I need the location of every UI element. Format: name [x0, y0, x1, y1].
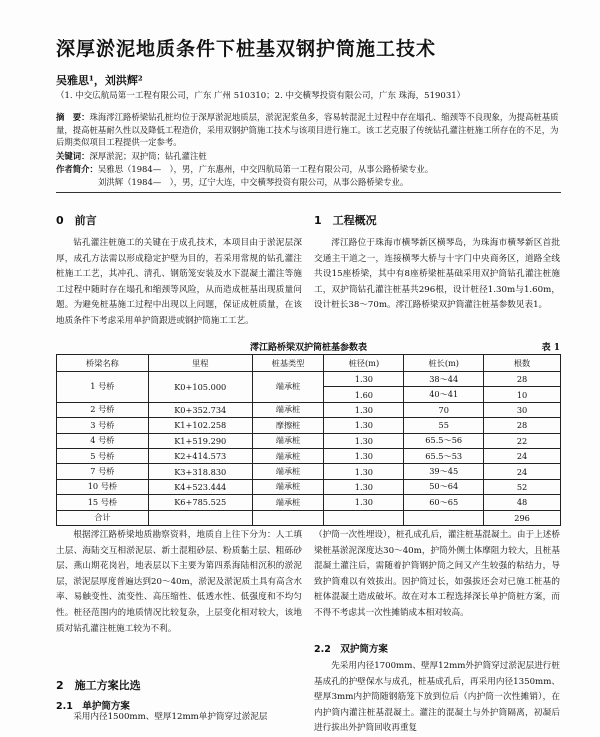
mileage-cell: [148, 510, 252, 525]
length-cell: 40～41: [404, 387, 484, 402]
mileage-cell: K1+102.258: [148, 418, 252, 433]
diameter-cell: 1.30: [324, 479, 404, 494]
length-cell: [404, 510, 484, 525]
table-header-cell: 桩长(m): [404, 355, 484, 372]
count-cell: 48: [484, 495, 561, 510]
mileage-cell: K1+519.290: [148, 433, 252, 448]
bridge-name-cell: 4 号桥: [57, 433, 149, 448]
bridge-name-cell: 5 号桥: [57, 448, 149, 463]
section-0-paragraph: 钻孔灌注桩施工的关键在于成孔技术，本项目由于淤泥层深厚，成孔方法需以形成稳定护壁为目的，若采用常规的钻孔灌注桩施工工艺，其冲孔、清孔、钢筋笼安装及水下混凝土灌注等施工过程中随时存在塌孔和缩颈等风险，从而造成桩基出现质量问题。为避免桩基施工过程中出现以上问题，保证成桩质量，在该地质条件下考虑采用单护筒跟进或钢护筒施工工艺。: [56, 238, 302, 326]
table-row: [57, 433, 561, 448]
table-header-cell: 桩径(m): [324, 355, 404, 372]
diameter-cell: 1.30: [324, 433, 404, 448]
diameter-cell: 1.30: [324, 495, 404, 510]
section-2-heading: 2 施工方案比选: [56, 679, 141, 692]
table-total-row: [57, 510, 561, 525]
total-count-cell: 296: [484, 510, 561, 525]
pile-type-cell: 摩擦桩: [252, 418, 324, 433]
mileage-cell: K4+523.444: [148, 479, 252, 494]
bridge-name-cell: 3 号桥: [57, 418, 149, 433]
count-cell: 24: [484, 464, 561, 479]
keywords-label: 关键词：: [56, 151, 90, 161]
diameter-cell: 1.60: [324, 387, 404, 402]
pile-type-cell: 端承桩: [252, 372, 324, 403]
table-header-cell: 桥梁名称: [57, 355, 149, 372]
abstract-text: 珠海澪江路桥梁钻孔桩均位于深厚淤泥地质层，淤泥泥浆鱼多，容易转混泥土过程中存在塌孔、缩颈等不良现象，为提高桩基质量，提高桩基耐久性以及降低工程造价，采用双钢护筒施工技术与该项目进行施工。该工艺克服了传统钻孔灌注桩施工所存在的不足，为后期类似项目工程提供一定参考。: [56, 112, 559, 148]
table-caption: 澪江路桥梁双护筒桩基参数表: [249, 343, 367, 353]
table-label: 表 1: [541, 343, 560, 353]
section-2-1-paragraph: 采用内径1500mm、壁厚12mm单护筒穿过淤泥层: [73, 712, 268, 722]
bridge-name-cell: 10 号桥: [57, 479, 149, 494]
geology-paragraph: 根据澪江路桥梁地质勘察资料，地质自上往下分为：人工填土层、海陆交互相淤泥层、新土混粗砂层、粉质黏土层、粗砾砂层、燕山期花岗岩，地表层以下主要为第四系海陆相沉积的淤泥层，淤泥层厚度普遍达到20～40m，淤泥及淤泥质土具有高含水率、易触变性、流变性、高压缩性、低透水性、低强度和不均匀性。桩径范围内的地质情况比较复杂，上层变化相对较大，该地质对钻孔灌注桩施工较为不利。: [56, 530, 302, 634]
table-header-row: [57, 355, 561, 372]
abstract: [56, 111, 561, 149]
pile-type-cell: 端承桩: [252, 402, 324, 417]
diameter-cell: 1.30: [324, 418, 404, 433]
bio-label: 作者简介：: [56, 164, 98, 174]
diameter-cell: 1.30: [324, 464, 404, 479]
mileage-cell: K3+318.830: [148, 464, 252, 479]
bridge-name-cell: 7 号桥: [57, 464, 149, 479]
diameter-cell: 1.30: [324, 372, 404, 387]
length-cell: 50～64: [404, 479, 484, 494]
paper-authors: 吴雅思¹，刘洪辉²: [56, 74, 143, 87]
keywords: [56, 150, 207, 162]
count-cell: 22: [484, 433, 561, 448]
section-2-1-heading: 2.1 单护筒方案: [56, 701, 130, 712]
mileage-cell: K0+352.734: [148, 402, 252, 417]
pile-type-cell: 端承桩: [252, 448, 324, 463]
mileage-cell: K0+105.000: [148, 372, 252, 403]
table-row: [57, 418, 561, 433]
pile-type-cell: 端承桩: [252, 464, 324, 479]
bridge-name-cell: 1 号桥: [57, 372, 149, 403]
table-row: [57, 448, 561, 463]
pile-type-cell: 端承桩: [252, 479, 324, 494]
pile-parameter-table: [56, 354, 561, 526]
bridge-name-cell: 15 号桥: [57, 495, 149, 510]
diameter-cell: [324, 510, 404, 525]
header-divider: [56, 192, 561, 193]
count-cell: 10: [484, 387, 561, 402]
diameter-cell: 1.30: [324, 448, 404, 463]
length-cell: 70: [404, 402, 484, 417]
bio-1-text: 吴雅思（1984— ），男，广东惠州，中交四航局第一工程有限公司，从事公路桥梁专业。: [97, 164, 434, 174]
pile-type-cell: 端承桩: [252, 495, 324, 510]
section-1-paragraph: 澪江路位于珠海市横琴新区横琴岛，为珠海市横琴新区首批交通主干道之一，连接横琴大桥与十字门中央商务区，道路全线共设15座桥梁，其中有8座桥梁桩基础采用双护筒钻孔灌注桩施工，双护筒钻孔灌注桩基共296根，设计桩径1.30m与1.60m，设计桩长38～70m。澪江路桥梁双护筒灌注桩基参数见表1。: [314, 238, 560, 311]
diameter-cell: 1.30: [324, 402, 404, 417]
length-cell: 55: [404, 418, 484, 433]
section-2-2-heading: 2.2 双护筒方案: [314, 644, 388, 655]
table-header-cell: 桩基类型: [252, 355, 324, 372]
table-header-cell: 根数: [484, 355, 561, 372]
keywords-text: 深厚淤泥；双护筒；钻孔灌注桩: [89, 151, 207, 161]
author-bio-2: 刘洪辉（1984— ），男，辽宁大连，中交横琴投资有限公司，从事公路桥梁专业。: [98, 177, 409, 187]
table-row: [57, 495, 561, 510]
table-row: [57, 372, 561, 387]
pile-type-cell: [252, 510, 324, 525]
table-row: [57, 479, 561, 494]
count-cell: 24: [484, 448, 561, 463]
abstract-label: 摘 要：: [56, 112, 90, 122]
author-bio-1: [56, 163, 433, 175]
length-cell: 65.5～56: [404, 433, 484, 448]
count-cell: 28: [484, 418, 561, 433]
length-cell: 38～44: [404, 372, 484, 387]
paper-title: 深厚淤泥地质条件下桩基双钢护筒施工技术: [56, 38, 437, 60]
length-cell: 39～45: [404, 464, 484, 479]
table-row: [57, 464, 561, 479]
count-cell: 28: [484, 372, 561, 387]
pile-type-cell: 端承桩: [252, 433, 324, 448]
table-row: [57, 402, 561, 417]
section-2-2-paragraph: 先采用内径1700mm、壁厚12mm外护筒穿过淤泥层进行桩基成孔的护壁保水与成孔，桩基成孔后，再采用内径1350mm、壁厚3mm内护筒随钢筋笼下放到位后（内护筒一次性摊销），在内护筒内灌注桩基混凝土。灌注的混凝土与外护筒隔离，初凝后进行拔出外护筒回收再重复: [314, 661, 560, 734]
length-cell: 60～65: [404, 495, 484, 510]
paper-affiliations: （1. 中交広航局第一工程有限公司，广东 广州 510310；2. 中交横琴投资有限公司，广东 珠海，519031）: [56, 91, 466, 101]
count-cell: 52: [484, 479, 561, 494]
section-0-heading: 0 前言: [56, 214, 97, 227]
mileage-cell: K2+414.573: [148, 448, 252, 463]
mileage-cell: K6+785.525: [148, 495, 252, 510]
table-header-cell: 里程: [148, 355, 252, 372]
section-2-1-continued-paragraph: （护筒一次性埋设），桩孔成孔后，灌注桩基混凝土。由于上述桥梁桩基淤泥深度达30～40m，护筒外侧土体摩阻力较大，且桩基混凝土灌注后，需随着护筒钢护筒之间又产生较强的粘结力，导致护筒难以有效拔出。因护筒过长，如强拔还会对已施工桩基的桩体混凝土造成破坏。故在对本工程选择深长单护筒桩方案，而不得不考虑其一次性摊销成本相对较高。: [314, 530, 560, 618]
section-1-heading: 1 工程概况: [314, 214, 377, 227]
count-cell: 30: [484, 402, 561, 417]
bridge-name-cell: 2 号桥: [57, 402, 149, 417]
total-label-cell: 合计: [57, 510, 149, 525]
length-cell: 65.5～53: [404, 448, 484, 463]
